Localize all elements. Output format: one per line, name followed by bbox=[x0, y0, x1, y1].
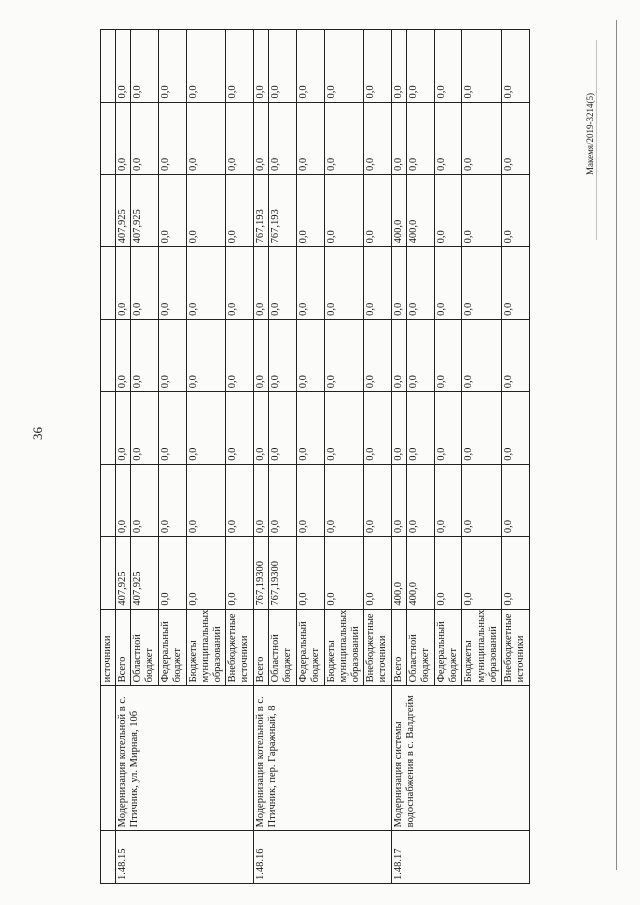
amount-cell: 0,0 bbox=[158, 247, 186, 319]
amount-cell: 0,0 bbox=[434, 30, 462, 103]
amount-cell: 0,0 bbox=[502, 247, 530, 319]
amount-cell: 0,0 bbox=[502, 102, 530, 174]
amount-cell: 407,925 bbox=[116, 537, 131, 609]
amount-cell: 0,0 bbox=[502, 174, 530, 246]
amount-cell: 0,0 bbox=[296, 392, 324, 464]
funding-source: Внебюджетные источники bbox=[226, 609, 254, 686]
empty-cell bbox=[101, 30, 116, 103]
amount-cell: 0,0 bbox=[324, 102, 364, 174]
amount-cell: 0,0 bbox=[226, 30, 254, 103]
budget-table-body bbox=[101, 30, 530, 884]
amount-cell: 0,0 bbox=[186, 247, 226, 319]
funding-source: Всего bbox=[116, 609, 131, 686]
amount-cell: 0,0 bbox=[364, 392, 392, 464]
amount-cell: 0,0 bbox=[186, 319, 226, 391]
item-name: Модернизация системы водоснабжения в с. Валдгейм bbox=[391, 686, 529, 831]
amount-cell: 0,0 bbox=[434, 319, 462, 391]
amount-cell: 0,0 bbox=[364, 537, 392, 609]
funding-source: Внебюджетные источники bbox=[502, 609, 530, 686]
table-row bbox=[116, 30, 131, 884]
empty-cell bbox=[101, 247, 116, 319]
amount-cell: 0,0 bbox=[116, 319, 131, 391]
empty-cell bbox=[101, 102, 116, 174]
amount-cell: 0,0 bbox=[158, 30, 186, 103]
amount-cell: 0,0 bbox=[254, 30, 269, 103]
item-name: Модернизация котельной в с. Птичник, ул. Мирная, 10б bbox=[116, 686, 254, 831]
amount-cell: 0,0 bbox=[186, 102, 226, 174]
amount-cell: 0,0 bbox=[116, 247, 131, 319]
amount-cell: 0,0 bbox=[502, 464, 530, 536]
funding-source: Федеральный бюджет bbox=[296, 609, 324, 686]
table-row bbox=[391, 30, 406, 884]
amount-cell: 0,0 bbox=[186, 537, 226, 609]
amount-cell: 0,0 bbox=[226, 174, 254, 246]
amount-cell: 767,19300 bbox=[254, 537, 269, 609]
amount-cell: 0,0 bbox=[296, 537, 324, 609]
amount-cell: 0,0 bbox=[116, 392, 131, 464]
item-number: 1.48.17 bbox=[391, 831, 529, 884]
amount-cell: 0,0 bbox=[364, 102, 392, 174]
amount-cell: 767,19300 bbox=[269, 537, 297, 609]
amount-cell: 0,0 bbox=[269, 392, 297, 464]
amount-cell: 0,0 bbox=[434, 174, 462, 246]
empty-cell bbox=[101, 319, 116, 391]
amount-cell: 0,0 bbox=[226, 392, 254, 464]
empty-cell bbox=[101, 464, 116, 536]
amount-cell: 400,0 bbox=[407, 537, 435, 609]
amount-cell: 0,0 bbox=[116, 30, 131, 103]
budget-table bbox=[100, 29, 530, 884]
amount-cell: 0,0 bbox=[226, 319, 254, 391]
amount-cell: 0,0 bbox=[324, 247, 364, 319]
amount-cell: 0,0 bbox=[434, 464, 462, 536]
empty-cell bbox=[101, 831, 116, 884]
amount-cell: 0,0 bbox=[226, 464, 254, 536]
amount-cell: 0,0 bbox=[131, 392, 159, 464]
amount-cell: 0,0 bbox=[131, 102, 159, 174]
amount-cell: 0,0 bbox=[226, 247, 254, 319]
amount-cell: 0,0 bbox=[116, 464, 131, 536]
amount-cell: 0,0 bbox=[158, 464, 186, 536]
amount-cell: 407,925 bbox=[116, 174, 131, 246]
amount-cell: 0,0 bbox=[391, 392, 406, 464]
funding-source: Всего bbox=[391, 609, 406, 686]
amount-cell: 0,0 bbox=[296, 464, 324, 536]
amount-cell: 0,0 bbox=[158, 392, 186, 464]
amount-cell: 0,0 bbox=[407, 464, 435, 536]
amount-cell: 0,0 bbox=[502, 30, 530, 103]
amount-cell: 0,0 bbox=[186, 174, 226, 246]
amount-cell: 0,0 bbox=[296, 247, 324, 319]
page-number: 36 bbox=[30, 427, 45, 440]
amount-cell: 0,0 bbox=[296, 102, 324, 174]
amount-cell: 0,0 bbox=[254, 464, 269, 536]
amount-cell: 0,0 bbox=[131, 464, 159, 536]
item-name: Модернизация котельной в с. Птичник, пер. Гаражный, 8 bbox=[254, 686, 392, 831]
scan-edge-line bbox=[616, 20, 617, 870]
funding-source: Федеральный бюджет bbox=[434, 609, 462, 686]
amount-cell: 0,0 bbox=[364, 247, 392, 319]
amount-cell: 0,0 bbox=[407, 319, 435, 391]
item-number: 1.48.15 bbox=[116, 831, 254, 884]
amount-cell: 0,0 bbox=[462, 174, 502, 246]
funding-source: Бюджеты муниципальных образований bbox=[462, 609, 502, 686]
amount-cell: 0,0 bbox=[434, 247, 462, 319]
amount-cell: 0,0 bbox=[158, 174, 186, 246]
table-row bbox=[101, 30, 116, 884]
amount-cell: 0,0 bbox=[158, 319, 186, 391]
amount-cell: 0,0 bbox=[324, 537, 364, 609]
table-row bbox=[254, 30, 269, 884]
amount-cell: 0,0 bbox=[186, 30, 226, 103]
funding-source: Областной бюджет bbox=[269, 609, 297, 686]
amount-cell: 0,0 bbox=[324, 392, 364, 464]
funding-source: Бюджеты муниципальных образований bbox=[186, 609, 226, 686]
amount-cell: 0,0 bbox=[158, 102, 186, 174]
amount-cell: 0,0 bbox=[131, 247, 159, 319]
amount-cell: 0,0 bbox=[324, 174, 364, 246]
empty-cell bbox=[101, 174, 116, 246]
amount-cell: 0,0 bbox=[254, 247, 269, 319]
amount-cell: 0,0 bbox=[391, 319, 406, 391]
amount-cell: 400,0 bbox=[391, 537, 406, 609]
amount-cell: 0,0 bbox=[254, 392, 269, 464]
amount-cell: 0,0 bbox=[324, 319, 364, 391]
amount-cell: 0,0 bbox=[462, 102, 502, 174]
amount-cell: 0,0 bbox=[407, 392, 435, 464]
amount-cell: 0,0 bbox=[502, 319, 530, 391]
amount-cell: 0,0 bbox=[226, 102, 254, 174]
amount-cell: 0,0 bbox=[364, 174, 392, 246]
amount-cell: 0,0 bbox=[434, 537, 462, 609]
amount-cell: 0,0 bbox=[324, 30, 364, 103]
amount-cell: 0,0 bbox=[364, 319, 392, 391]
amount-cell: 0,0 bbox=[462, 464, 502, 536]
amount-cell: 0,0 bbox=[462, 247, 502, 319]
amount-cell: 0,0 bbox=[462, 537, 502, 609]
funding-source: Федеральный бюджет bbox=[158, 609, 186, 686]
amount-cell: 0,0 bbox=[186, 464, 226, 536]
funding-source: Областной бюджет bbox=[407, 609, 435, 686]
document-code: Макемя/2019-3214(5) bbox=[585, 93, 595, 175]
amount-cell: 0,0 bbox=[407, 102, 435, 174]
amount-cell: 0,0 bbox=[391, 247, 406, 319]
amount-cell: 767,193 bbox=[254, 174, 269, 246]
amount-cell: 0,0 bbox=[502, 392, 530, 464]
amount-cell: 400,0 bbox=[407, 174, 435, 246]
amount-cell: 400,0 bbox=[391, 174, 406, 246]
amount-cell: 0,0 bbox=[269, 30, 297, 103]
amount-cell: 0,0 bbox=[462, 392, 502, 464]
amount-cell: 0,0 bbox=[434, 102, 462, 174]
amount-cell: 0,0 bbox=[391, 464, 406, 536]
amount-cell: 0,0 bbox=[296, 30, 324, 103]
amount-cell: 0,0 bbox=[131, 319, 159, 391]
item-number: 1.48.16 bbox=[254, 831, 392, 884]
amount-cell: 0,0 bbox=[186, 392, 226, 464]
amount-cell: 0,0 bbox=[296, 174, 324, 246]
amount-cell: 0,0 bbox=[296, 319, 324, 391]
funding-source: Внебюджетные источники bbox=[364, 609, 392, 686]
source-label: источники bbox=[101, 609, 116, 686]
amount-cell: 0,0 bbox=[324, 464, 364, 536]
funding-source: Бюджеты муниципальных образований bbox=[324, 609, 364, 686]
amount-cell: 0,0 bbox=[462, 319, 502, 391]
amount-cell: 0,0 bbox=[116, 102, 131, 174]
funding-source: Всего bbox=[254, 609, 269, 686]
amount-cell: 0,0 bbox=[462, 30, 502, 103]
amount-cell: 0,0 bbox=[254, 102, 269, 174]
amount-cell: 0,0 bbox=[269, 247, 297, 319]
amount-cell: 0,0 bbox=[269, 464, 297, 536]
empty-cell bbox=[101, 392, 116, 464]
amount-cell: 0,0 bbox=[407, 247, 435, 319]
amount-cell: 0,0 bbox=[226, 537, 254, 609]
scan-edge-line bbox=[596, 40, 597, 240]
amount-cell: 407,925 bbox=[131, 174, 159, 246]
funding-source: Областной бюджет bbox=[131, 609, 159, 686]
amount-cell: 407,925 bbox=[131, 537, 159, 609]
amount-cell: 0,0 bbox=[254, 319, 269, 391]
amount-cell: 767,193 bbox=[269, 174, 297, 246]
amount-cell: 0,0 bbox=[391, 30, 406, 103]
amount-cell: 0,0 bbox=[407, 30, 435, 103]
amount-cell: 0,0 bbox=[364, 30, 392, 103]
amount-cell: 0,0 bbox=[158, 537, 186, 609]
empty-cell bbox=[101, 686, 116, 831]
amount-cell: 0,0 bbox=[391, 102, 406, 174]
amount-cell: 0,0 bbox=[364, 464, 392, 536]
amount-cell: 0,0 bbox=[269, 102, 297, 174]
amount-cell: 0,0 bbox=[502, 537, 530, 609]
amount-cell: 0,0 bbox=[131, 30, 159, 103]
amount-cell: 0,0 bbox=[269, 319, 297, 391]
amount-cell: 0,0 bbox=[434, 392, 462, 464]
empty-cell bbox=[101, 537, 116, 609]
budget-table-wrapper bbox=[100, 29, 530, 884]
